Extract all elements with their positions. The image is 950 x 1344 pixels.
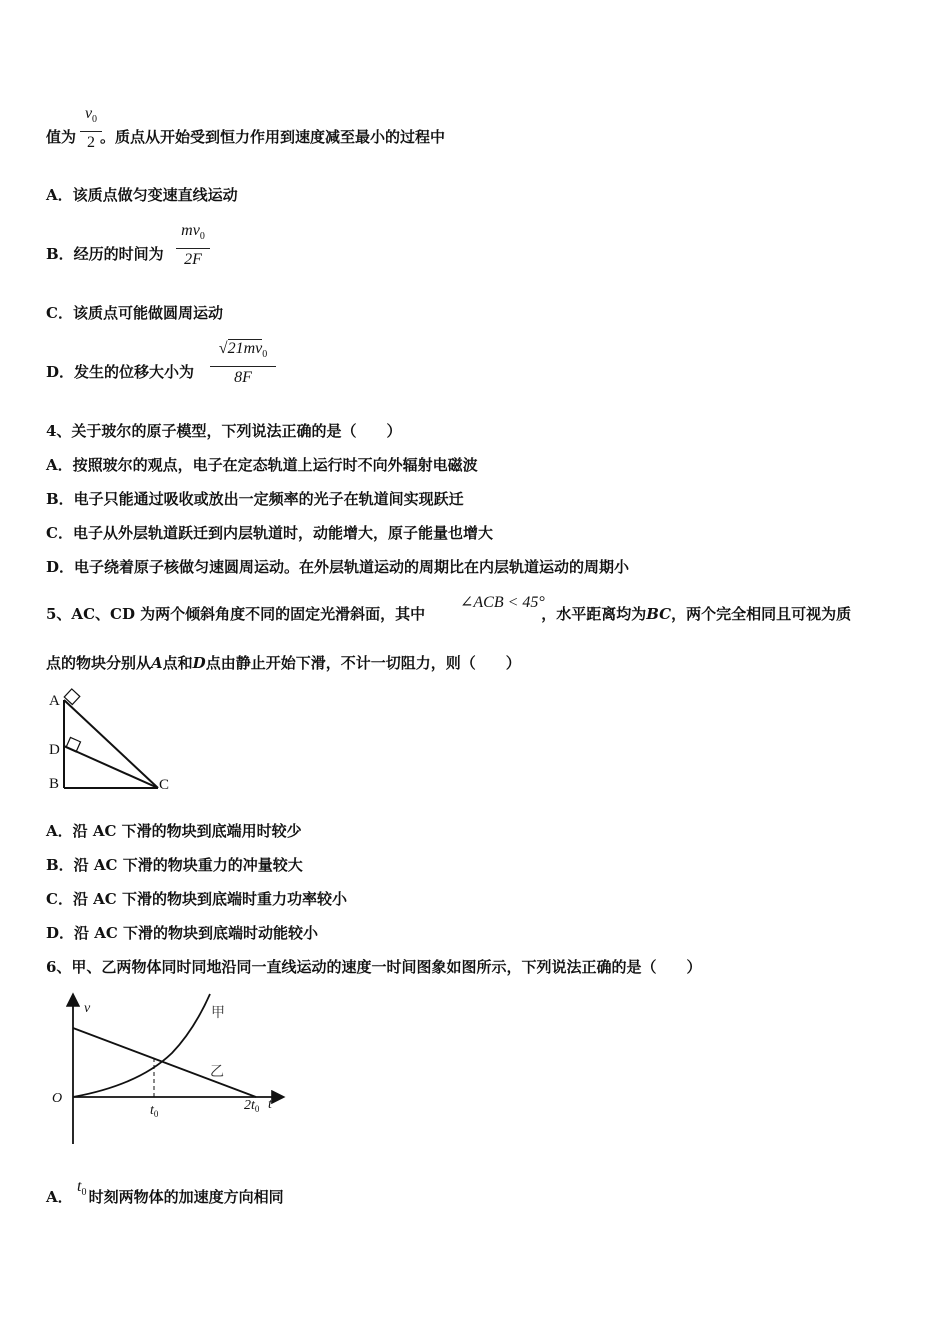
q5-bc: BC	[646, 605, 672, 623]
label-b: B	[49, 776, 60, 792]
label-2t0: $2t_0$	[244, 1098, 260, 1114]
label-a: A	[49, 693, 60, 709]
q5-angle-expression: ∠ACB < 45°	[460, 594, 545, 611]
label-t0: $t_0$	[150, 1103, 159, 1119]
q4-option-b: B．电子只能通过吸收或放出一定频率的光子在轨道间实现跃迁	[46, 490, 464, 508]
fraction-numerator: v	[84, 105, 93, 122]
q5-stem-line1: 5、AC、CD 为两个倾斜角度不同的固定光滑斜面，其中 ，水平距离均为BC，两个完全相同且可视为质	[46, 605, 852, 623]
label-yi: 乙	[210, 1065, 224, 1080]
q5-option-c: C．沿 AC 下滑的物块到底端时重力功率较小	[46, 890, 347, 908]
q3-option-d-prefix: D．发生的位移大小为	[46, 363, 195, 381]
label-v: v	[84, 1001, 91, 1016]
q4-option-c: C．电子从外层轨道跃迁到内层轨道时，动能增大，原子能量也增大	[46, 524, 493, 542]
q3-option-c: C．该质点可能做圆周运动	[46, 304, 223, 322]
label-jia: 甲	[211, 1006, 225, 1021]
label-t-axis: t	[268, 1097, 272, 1112]
q5-option-a: A．沿 AC 下滑的物块到底端用时较少	[46, 822, 302, 840]
q6-option-a-t0: $t_0$	[77, 1178, 87, 1199]
fraction-denominator: 2	[87, 134, 95, 152]
intro-prefix: 值为	[46, 128, 77, 146]
incline-figure	[44, 688, 184, 800]
velocity-time-graph	[44, 990, 294, 1150]
intro-suffix: 。质点从开始受到恒力作用到速度减至最小的过程中	[100, 128, 446, 146]
q3-option-d	[46, 362, 194, 382]
q5-stem-line2: 点的物块分别从A点和D点由静止开始下滑，不计一切阻力，则（ ）	[46, 654, 521, 672]
q4-option-d: D．电子绕着原子核做匀速圆周运动。在外层轨道运动的周期比在内层轨道运动的周期小	[46, 558, 630, 576]
q3-option-d-fraction: $√21mv_0$ 8F	[210, 339, 276, 388]
q3-option-b	[46, 244, 164, 264]
q3-option-b-fraction: $mv_0$ 2F	[176, 221, 210, 270]
intro-line	[46, 127, 445, 147]
intro-fraction: $v_0$ 2	[80, 104, 102, 153]
q3-option-b-prefix: B．经历的时间为	[46, 245, 164, 263]
q6-stem: 6、甲、乙两物体同时同地沿同一直线运动的速度一时间图象如图所示，下列说法正确的是（ ）	[46, 958, 702, 976]
label-d: D	[49, 742, 60, 758]
q6-option-a: A． 时刻两物体的加速度方向相同	[46, 1188, 284, 1206]
label-origin: O	[52, 1091, 63, 1106]
q5-option-d: D．沿 AC 下滑的物块到底端时动能较小	[46, 924, 319, 942]
line-yi	[73, 1028, 256, 1097]
q4-option-a: A．按照玻尔的观点，电子在定态轨道上运行时不向外辐射电磁波	[46, 456, 478, 474]
q3-option-a: A．该质点做匀变速直线运动	[46, 186, 238, 204]
q4-stem: 4、关于玻尔的原子模型，下列说法正确的是（ ）	[46, 422, 402, 440]
curve-jia	[73, 994, 210, 1097]
label-c: C	[159, 777, 170, 793]
q5-option-b: B．沿 AC 下滑的物块重力的冲量较大	[46, 856, 303, 874]
